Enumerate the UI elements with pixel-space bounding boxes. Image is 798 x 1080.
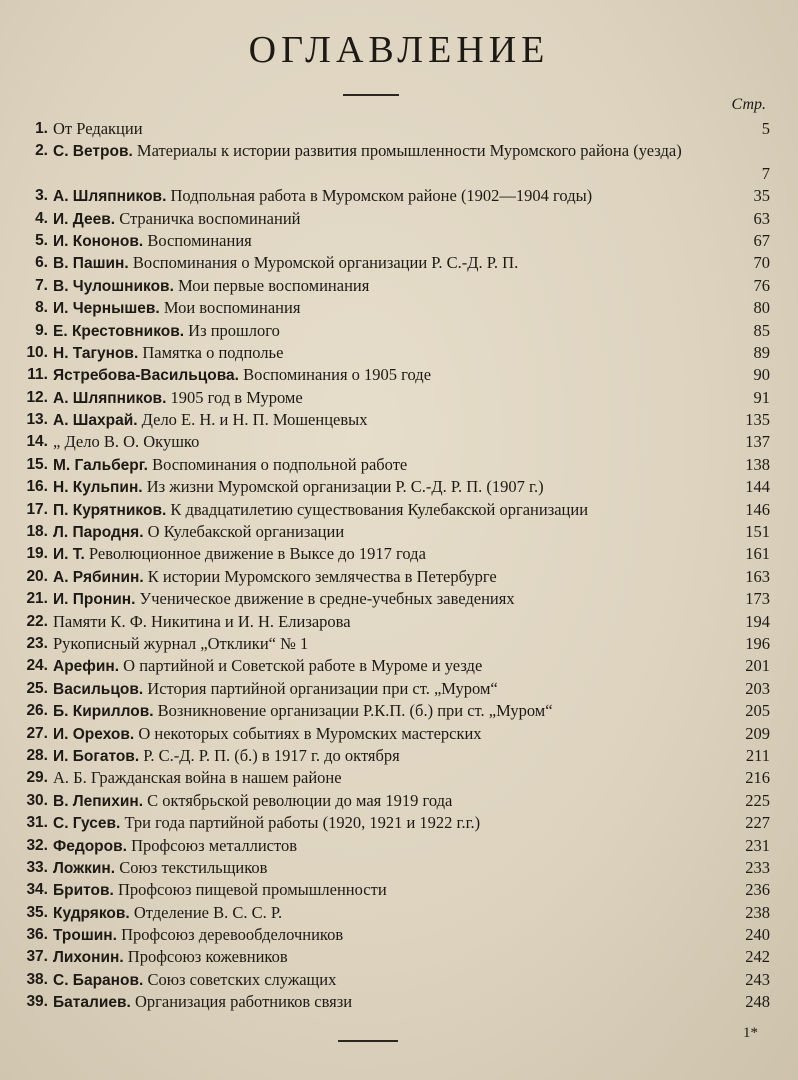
toc-entry: [18, 678, 770, 700]
toc-entry: [18, 879, 770, 901]
entry-title: Профсоюз деревообделочников: [121, 925, 344, 945]
entry-title: Организация работников связи: [134, 992, 353, 1012]
entry-title: А. Б. Гражданская война в нашем районе: [53, 768, 342, 788]
entry-text: [53, 275, 726, 298]
entry-author: И. Деев.: [53, 210, 116, 228]
entry-text: [53, 902, 726, 925]
entry-text: [53, 409, 726, 432]
toc-entry: [18, 857, 770, 879]
entry-text: [53, 140, 726, 163]
entry-text: [53, 857, 726, 880]
toc-entry: [18, 320, 770, 342]
entry-number: 9.: [35, 321, 48, 339]
entry-page-number: 137: [745, 432, 770, 452]
entry-text: [53, 521, 726, 544]
toc-entry: [18, 835, 770, 857]
entry-title: Дело Е. Н. и Н. П. Мошенцевых: [141, 410, 368, 430]
toc-entry: [18, 297, 770, 319]
entry-number: 4.: [35, 209, 48, 227]
toc-entry: [18, 902, 770, 924]
entry-author: И. Кононов.: [53, 232, 144, 250]
entry-text: [53, 946, 726, 969]
entry-author: Л. Пародня.: [53, 524, 144, 542]
entry-number: 11.: [27, 366, 48, 384]
entry-text: [53, 723, 726, 746]
entry-title: Подпольная работа в Муромском районе (1902—1904 годы): [170, 186, 593, 206]
entry-number: 23.: [26, 635, 48, 652]
entry-text: [53, 678, 726, 701]
entry-number: 16.: [26, 478, 48, 496]
entry-author: Кудряков.: [53, 904, 130, 922]
entry-author: И. Богатов.: [53, 747, 140, 765]
entry-number: 15.: [26, 455, 48, 473]
toc-entry: [18, 767, 770, 789]
entry-title: Профсоюз кожевников: [127, 947, 288, 967]
entry-text: [53, 790, 726, 813]
entry-text: [53, 767, 726, 789]
entry-text: [53, 588, 726, 611]
entry-number: 6.: [35, 254, 48, 272]
entry-author: С. Ветров.: [53, 143, 133, 161]
entry-author: В. Пашин.: [53, 255, 129, 273]
toc-entry: [18, 409, 770, 431]
entry-title: Из прошлого: [188, 320, 280, 340]
entry-title: Рукописный журнал „Отклики“ № 1: [53, 634, 309, 653]
entry-number: 18.: [26, 523, 48, 541]
entry-number: 12.: [26, 388, 48, 406]
toc-entry: [18, 208, 770, 230]
entry-text: [53, 252, 726, 275]
entry-author: Ложкин.: [53, 859, 116, 877]
entry-text: [53, 611, 726, 633]
entry-number: 34.: [26, 881, 48, 899]
entry-page-number: 163: [745, 566, 770, 586]
entry-title: О некоторых событиях в Муромских мастерских: [138, 723, 482, 743]
toc-entry: [18, 431, 770, 453]
entry-text: [53, 454, 726, 477]
entry-text: [53, 297, 726, 320]
entry-author: И. Чернышев.: [53, 300, 160, 318]
entry-text: [53, 185, 726, 208]
entry-title: 1905 год в Муроме: [170, 387, 303, 407]
entry-number: 25.: [26, 679, 48, 697]
entry-number: 13.: [26, 411, 48, 429]
entry-author: Н. Кульпин.: [53, 479, 143, 497]
entry-title: История партийной организации при ст. „Муром“: [147, 678, 498, 698]
entry-page-number: 85: [753, 320, 770, 340]
entry-page-number: 91: [753, 387, 770, 407]
entry-author: И. Пронин.: [53, 591, 136, 609]
entry-page-number: 173: [745, 589, 770, 609]
entry-text: [53, 208, 726, 231]
entry-number: 1.: [35, 120, 48, 137]
entry-text: [53, 924, 726, 947]
entry-title: Три года партийной работы (1920, 1921 и 1922 г.г.): [124, 813, 481, 833]
entry-author: В. Лепихин.: [53, 792, 144, 810]
entry-text: [53, 476, 726, 499]
entry-author: А. Шахрай.: [53, 412, 138, 430]
entry-page-number: 90: [753, 365, 770, 385]
entry-number: 17.: [26, 500, 48, 518]
entry-author: Арефин.: [53, 658, 120, 676]
entry-page-number: 138: [745, 454, 770, 474]
entry-number: 3.: [35, 187, 48, 205]
toc-entry: [18, 543, 770, 565]
entry-number: 35.: [26, 903, 48, 921]
entry-page-number: 35: [753, 186, 770, 206]
entry-text: [53, 543, 726, 566]
toc-entry: [18, 566, 770, 588]
entry-page-number: 76: [753, 275, 770, 295]
entry-title: Страничка воспоминаний: [119, 208, 301, 228]
entry-number: 29.: [26, 769, 48, 787]
entry-title: „ Дело В. О. Окушко: [53, 432, 200, 452]
entry-text: [53, 812, 726, 835]
entry-title: Р. С.-Д. Р. П. (б.) в 1917 г. до октября: [143, 745, 400, 765]
toc-entry: [18, 230, 770, 252]
entry-page-number: 144: [745, 477, 770, 497]
title-divider: [343, 94, 399, 96]
entry-text: [53, 745, 726, 768]
bottom-divider: [338, 1040, 398, 1042]
entry-author: Федоров.: [53, 837, 127, 855]
toc-entry: [18, 588, 770, 610]
entry-author: И. Орехов.: [53, 725, 135, 743]
entry-number: 24.: [26, 657, 48, 675]
entry-text: [53, 879, 726, 902]
toc-entry: [18, 611, 770, 633]
entry-author: В. Чулошников.: [53, 277, 174, 295]
entry-number: 30.: [26, 791, 48, 809]
entry-number: 8.: [35, 299, 48, 317]
entry-title: Профсоюз пищевой промышленности: [117, 880, 387, 900]
entry-title: Мои первые воспоминания: [178, 275, 370, 295]
toc-entry: [18, 476, 770, 498]
entry-title: Союз советских служащих: [147, 969, 337, 989]
entry-text: [53, 655, 726, 678]
toc-entry: [18, 387, 770, 409]
entry-page-number: 248: [745, 992, 770, 1012]
entry-author: Е. Крестовников.: [53, 322, 185, 340]
entry-author: Бритов.: [53, 882, 114, 900]
toc-entry: [18, 969, 770, 991]
entry-page-number: 233: [745, 857, 770, 877]
entry-page-number: 225: [745, 790, 770, 810]
entry-page-number: 151: [745, 522, 770, 542]
entry-text: [53, 431, 726, 453]
entry-title: Воспоминания о подпольной работе: [152, 454, 408, 474]
entry-author: С. Баранов.: [53, 971, 144, 989]
toc-entry: [18, 655, 770, 677]
entry-page-number: 236: [745, 880, 770, 900]
entry-number: 28.: [26, 746, 48, 764]
entry-author: П. Курятников.: [53, 501, 167, 519]
entry-author: А. Шляпников.: [53, 188, 167, 206]
entry-title: Воспоминания: [147, 230, 252, 250]
toc-entry: [18, 924, 770, 946]
entry-page-number: 135: [745, 410, 770, 430]
entry-number: 22.: [26, 612, 48, 630]
entry-number: 14.: [26, 433, 48, 451]
entry-page-number: 63: [753, 208, 770, 228]
page-column-header: Стр.: [731, 96, 766, 113]
entry-number: 5.: [35, 231, 48, 249]
toc-entry: [18, 812, 770, 834]
toc-entry: [18, 700, 770, 722]
entry-author: А. Шляпников.: [53, 389, 167, 407]
entry-number: 38.: [26, 970, 48, 988]
entry-title: От Редакции: [53, 119, 143, 138]
entry-text: [53, 342, 726, 365]
toc-entry: [18, 364, 770, 386]
entry-page-number: 201: [745, 656, 770, 676]
entry-title: К истории Муромского землячества в Петербурге: [147, 566, 497, 586]
entry-title: О Кулебакской организации: [147, 522, 345, 542]
entry-page-number: 67: [753, 230, 770, 250]
entry-text: [53, 320, 726, 343]
entry-page-number: 231: [745, 835, 770, 855]
toc-entry: [18, 991, 770, 1013]
entry-author: М. Гальберг.: [53, 456, 148, 474]
entry-title: Революционное движение в Выксе до 1917 года: [88, 544, 426, 564]
entry-page-number: 243: [745, 969, 770, 989]
entry-number: 37.: [26, 948, 48, 966]
entry-title: Возникновение организации Р.К.П. (б.) при ст. „Муром“: [157, 701, 553, 721]
entry-author: И. Т.: [53, 546, 85, 564]
entry-author: Н. Тагунов.: [53, 344, 139, 362]
entry-number: 27.: [26, 724, 48, 742]
entry-number: 33.: [26, 858, 48, 876]
entry-page-number: 196: [745, 633, 770, 653]
entry-page-number: 89: [753, 342, 770, 362]
entry-page-number: 194: [745, 611, 770, 631]
entry-number: 21.: [26, 590, 48, 608]
entry-title: Материалы к истории развития промышленности Муромского района (уезда): [136, 141, 682, 161]
entry-text: [53, 835, 726, 858]
entry-page-number: 216: [745, 768, 770, 788]
toc-entry: [18, 185, 770, 207]
entry-text: [53, 230, 726, 253]
toc-entry: [18, 342, 770, 364]
entry-text: [53, 633, 726, 655]
entry-page-number: 80: [753, 298, 770, 318]
entry-page-number: 227: [745, 813, 770, 833]
entry-title: Союз текстильщиков: [119, 857, 268, 877]
entry-author: Ястребова-Васильцова.: [53, 367, 239, 385]
entry-title: Из жизни Муромской организации Р. С.-Д. Р. П. (1907 г.): [146, 477, 544, 497]
toc-entry: [18, 275, 770, 297]
entry-page-number: 161: [745, 544, 770, 564]
entry-title: Отделение В. С. С. Р.: [133, 902, 283, 922]
page-title: ОГЛАВЛЕНИЕ: [248, 29, 550, 71]
entry-text: [53, 499, 726, 522]
entry-title: Мои воспоминания: [163, 298, 301, 318]
entry-page-number: 240: [745, 925, 770, 945]
entry-text: [53, 700, 726, 723]
entry-page-number: 209: [745, 723, 770, 743]
entry-title: Памяти К. Ф. Никитина и И. Н. Елизарова: [53, 611, 351, 631]
entry-number: 36.: [26, 926, 48, 944]
toc-entry: [18, 252, 770, 274]
entry-title: Воспоминания о 1905 годе: [243, 365, 432, 385]
entry-page-number: 205: [745, 701, 770, 721]
toc-entry: [18, 454, 770, 476]
toc-entry: [18, 633, 770, 655]
entry-number: 32.: [26, 836, 48, 854]
table-of-contents: [18, 118, 770, 1014]
entry-number: 2.: [35, 142, 48, 160]
entry-author: А. Рябинин.: [53, 568, 144, 586]
entry-number: 10.: [26, 343, 48, 361]
entry-page-number: 5: [761, 118, 770, 138]
entry-number: 7.: [35, 276, 48, 294]
entry-page-number: 70: [753, 253, 770, 273]
entry-title: Памятка о подполье: [142, 342, 284, 362]
entry-number: 20.: [26, 567, 48, 585]
entry-number: 26.: [26, 702, 48, 720]
entry-page-number: 7: [761, 163, 770, 183]
entry-title: С октябрьской революции до мая 1919 года: [147, 790, 453, 810]
entry-number: 19.: [26, 545, 48, 563]
entry-text: [53, 118, 726, 140]
entry-author: Васильцов.: [53, 680, 144, 698]
entry-title: Профсоюз металлистов: [131, 835, 298, 855]
entry-text: [53, 364, 726, 387]
entry-title: Воспоминания о Муромской организации Р. С.-Д. Р. П.: [132, 253, 519, 273]
entry-page-number: 203: [745, 678, 770, 698]
entry-number: 39.: [26, 993, 48, 1011]
toc-entry: [18, 140, 770, 185]
toc-entry: [18, 790, 770, 812]
toc-entry: [18, 745, 770, 767]
entry-text: [53, 566, 726, 589]
entry-number: 31.: [26, 814, 48, 832]
entry-title: Ученическое движение в средне-учебных заведениях: [139, 589, 515, 609]
toc-entry: [18, 723, 770, 745]
toc-entry: [18, 946, 770, 968]
entry-title: К двадцатилетию существования Кулебакской организации: [170, 499, 589, 519]
entry-author: Б. Кириллов.: [53, 703, 154, 721]
entry-text: [53, 991, 726, 1014]
signature-mark: 1*: [743, 1025, 758, 1041]
entry-author: Баталиев.: [53, 994, 131, 1012]
entry-text: [53, 969, 726, 992]
entry-author: С. Гусев.: [53, 815, 121, 833]
entry-page-number: 146: [745, 499, 770, 519]
entry-page-number: 211: [745, 745, 770, 765]
toc-entry: [18, 499, 770, 521]
entry-page-number: 238: [745, 902, 770, 922]
entry-author: Лихонин.: [53, 949, 124, 967]
toc-entry: [18, 118, 770, 140]
entry-page-number: 242: [745, 947, 770, 967]
entry-title: О партийной и Советской работе в Муроме и уезде: [123, 656, 483, 676]
toc-entry: [18, 521, 770, 543]
entry-author: Трошин.: [53, 927, 117, 945]
entry-text: [53, 387, 726, 410]
